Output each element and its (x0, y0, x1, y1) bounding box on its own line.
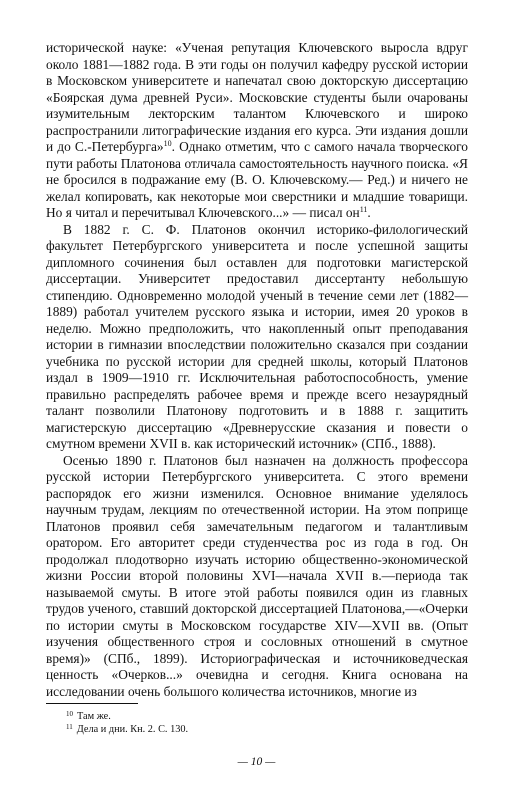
paragraph-2: В 1882 г. С. Ф. Платонов окончил историко-филологический факультет Петербургского университета и после успешной защиты дипломного сочинения был оставлен для подготовки магистерской диссертации. Университет предоставил диссертанту небольшую стипендию. Одновременно молодой ученый в течение семи лет (1882—1889) работал учителем русского языка и истории, имея 20 уроков в неделю. Можно предположить, что накопленный опыт преподавания истории в гимназии впоследствии положительно сказался при создании учебника по русской истории для средней школы, который Платонов издал в 1909—1910 гг. Исключительная работоспособность, умение правильно распределять рабочее время и прежде всего незаурядный талант позволили Платонову подготовить и в 1888 г. защитить магистерскую диссертацию «Древнерусские сказания и повести о смутном времени XVII в. как исторический источник» (СПб., 1888). (46, 221, 468, 451)
footnote-divider (46, 703, 138, 704)
footnote-text: Дела и дни. Кн. 2. С. 130. (76, 724, 189, 735)
footnote-ref-10: 10 (163, 139, 172, 148)
footnote-ref-11: 11 (359, 205, 368, 214)
footnote-number: 11 (66, 723, 73, 731)
footnote-11 (66, 723, 468, 736)
footnotes (66, 710, 468, 736)
footnote-10 (66, 710, 468, 723)
footnote-number: 10 (66, 710, 73, 718)
page-number: — 10 — (237, 756, 276, 768)
footnote-text: Там же. (77, 711, 111, 722)
paragraph-1-continuation: . Однако отметим, что с самого начала творческого пути работы Платонова отличала самостоятельность научного поиска. «Я не бросился в подражание ему (В. О. Ключевскому.— Ред.) и ничего не желал копировать, как некоторые мои сверстники и младшие товарищи. Но я читал и перечитывал Ключевского...» — писал он (46, 139, 468, 220)
paragraph-1 (46, 40, 468, 222)
paragraph-1-end: . (367, 205, 371, 220)
paragraph-1-text: исторической науке: «Ученая репутация Ключевского выросла вдруг около 1881—1882 года. В эти годы он получил кафедру русской истории в Московском университете и напечатал свою докторскую диссертацию «Боярская дума древней Руси». Московские студенты были очарованы изумительным лекторским талантом Ключевского и широко распространили литографические издания его курса. Эти издания дошли и до С.-Петербурга» (46, 40, 468, 154)
paragraph-3: Осенью 1890 г. Платонов был назначен на должность профессора русской истории Петербургского университета. С этого времени распорядок его жизни изменился. Основное внимание уделялось научным трудам, лекциям по отечественной истории. На этом поприще Платонов проявил себя замечательным педагогом и талантливым оратором. Его авторитет среди студенчества рос из года в год. Он продолжал плодотворно изучать историю общественно-экономической жизни России второй половины XVI—начала XVII в.—периода так называемой смуты. В итоге этой работы появился один из главных трудов ученого, ставший докторской диссертацией Платонова,—«Очерки по истории смуты в Московском государстве XIV—XVII вв. (Опыт изучения общественного строя и сословных отношений в смутное время)» (СПб., 1899). Историографическая и источниковедческая ценность «Очерков...» очевидна и сегодня. Книга основана на исследовании очень большого количества источников, многие из (46, 452, 468, 699)
body-text (46, 40, 468, 700)
